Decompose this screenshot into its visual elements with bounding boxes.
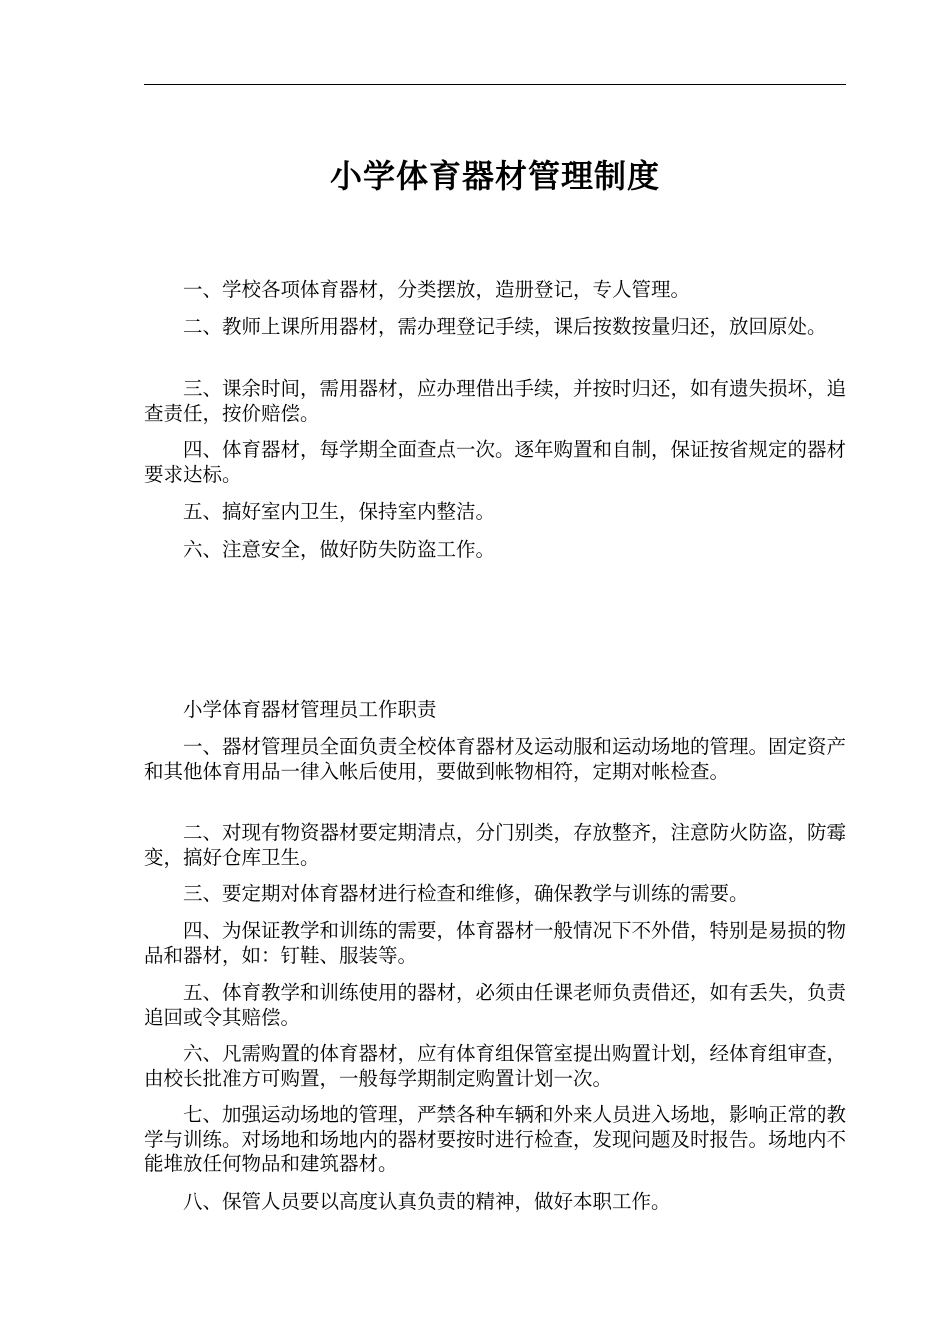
duty-7: 七、加强运动场地的管理，严禁各种车辆和外来人员进入场地，影响正常的教学与训练。对场地和场地内的器材要按时进行检查，发现问题及时报告。场地内不能堆放任何物品和建筑器材。 bbox=[144, 1103, 847, 1175]
rule-5: 五、搞好室内卫生，保持室内整洁。 bbox=[183, 500, 496, 523]
rule-1: 一、学校各项体育器材，分类摆放，造册登记，专人管理。 bbox=[183, 278, 691, 301]
duty-4: 四、为保证教学和训练的需要，体育器材一般情况下不外借，特别是易损的物品和器材，如：钉鞋、服装等。 bbox=[144, 919, 847, 967]
rule-6: 六、注意安全，做好防失防盗工作。 bbox=[183, 538, 496, 561]
duty-3: 三、要定期对体育器材进行检查和维修，确保教学与训练的需要。 bbox=[183, 882, 749, 905]
duties-heading: 小学体育器材管理员工作职责 bbox=[183, 698, 437, 721]
duty-2: 二、对现有物资器材要定期清点，分门别类，存放整齐，注意防火防盗，防霉变，搞好仓库卫生。 bbox=[144, 821, 847, 869]
duty-8: 八、保管人员要以高度认真负责的精神，做好本职工作。 bbox=[183, 1190, 671, 1213]
rule-3: 三、课余时间，需用器材，应办理借出手续，并按时归还，如有遗失损坏，追查责任，按价赔偿。 bbox=[144, 377, 847, 425]
rule-2: 二、教师上课所用器材，需办理登记手续，课后按数按量归还，放回原处。 bbox=[183, 315, 827, 338]
duty-5: 五、体育教学和训练使用的器材，必须由任课老师负责借还，如有丢失，负责追回或令其赔偿。 bbox=[144, 981, 847, 1029]
duty-6: 六、凡需购置的体育器材，应有体育组保管室提出购置计划，经体育组审查，由校长批准方可购置，一般每学期制定购置计划一次。 bbox=[144, 1042, 847, 1090]
rule-4: 四、体育器材，每学期全面查点一次。逐年购置和自制，保证按省规定的器材要求达标。 bbox=[144, 438, 847, 486]
header-rule bbox=[144, 84, 846, 85]
duty-1: 一、器材管理员全面负责全校体育器材及运动服和运动场地的管理。固定资产和其他体育用品一律入帐后使用，要做到帐物相符，定期对帐检查。 bbox=[144, 735, 847, 783]
document-title: 小学体育器材管理制度 bbox=[329, 157, 660, 195]
